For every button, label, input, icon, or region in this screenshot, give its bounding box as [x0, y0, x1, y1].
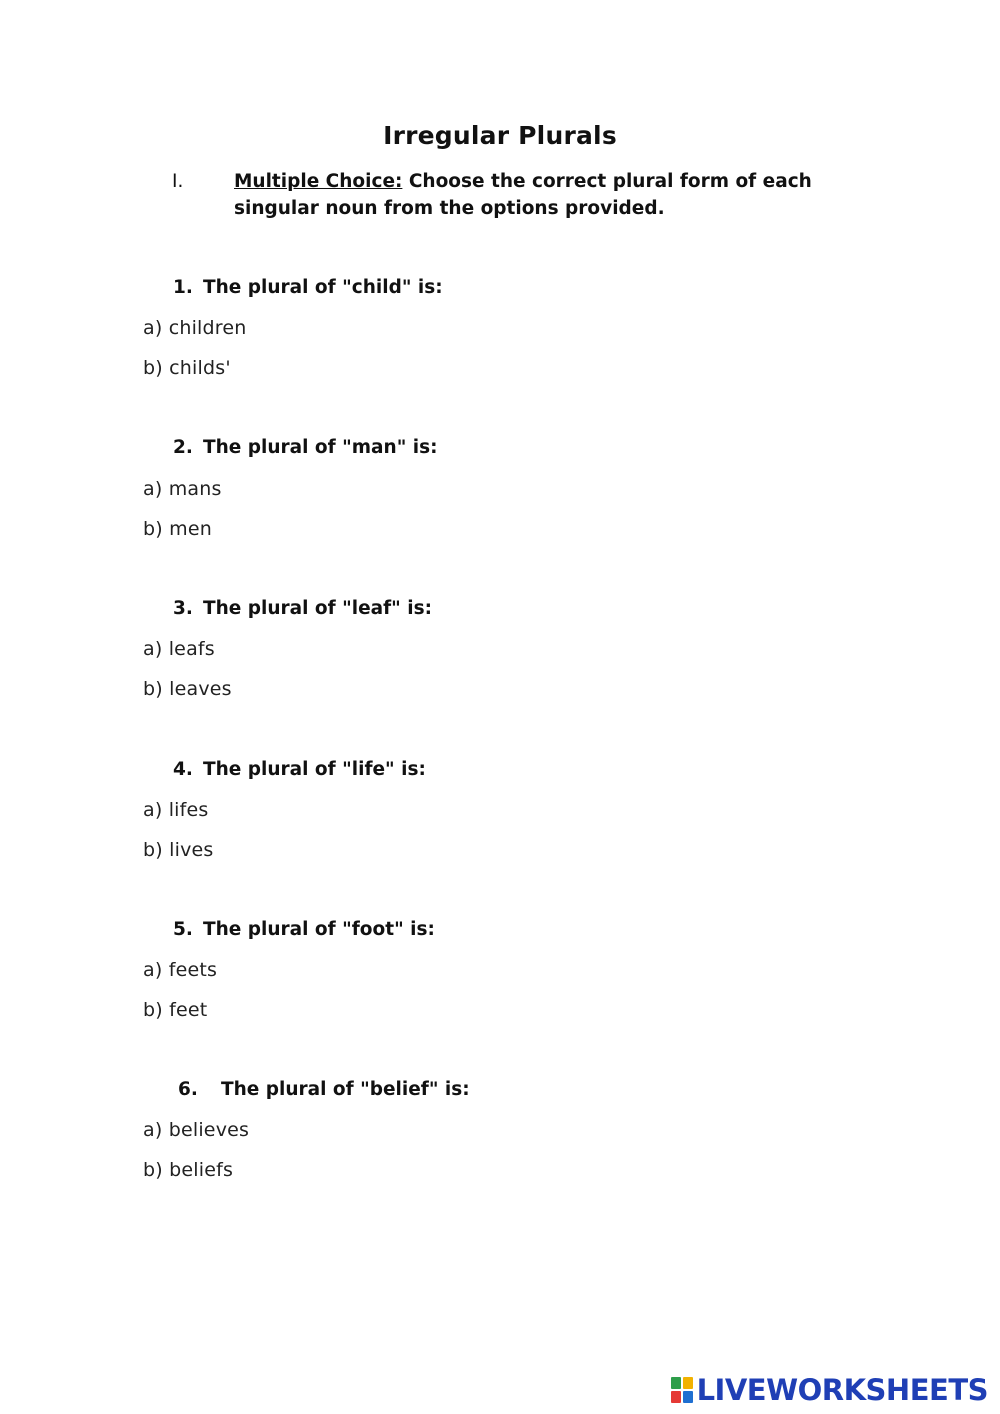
liveworksheets-logo-icon	[671, 1377, 693, 1403]
question-2-option-a[interactable]: a) mans	[143, 478, 222, 500]
question-5-option-b[interactable]: b) feet	[143, 999, 208, 1021]
instruction-text	[234, 168, 814, 222]
question-3-option-b[interactable]: b) leaves	[143, 678, 232, 700]
question-number: 3.	[173, 598, 193, 619]
question-4	[173, 757, 426, 783]
question-prompt: The plural of "life" is:	[203, 759, 426, 780]
question-1	[173, 275, 443, 301]
question-4-option-a[interactable]: a) lifes	[143, 799, 209, 821]
question-2-option-b[interactable]: b) men	[143, 518, 212, 540]
question-6	[178, 1077, 470, 1103]
question-number: 2.	[173, 437, 193, 458]
question-prompt: The plural of "foot" is:	[203, 919, 435, 940]
question-1-option-b[interactable]: b) childs'	[143, 357, 231, 379]
question-prompt: The plural of "belief" is:	[221, 1079, 470, 1100]
question-number: 1.	[173, 277, 193, 298]
instruction-label: Multiple Choice:	[234, 171, 403, 192]
question-6-option-b[interactable]: b) beliefs	[143, 1159, 234, 1181]
question-5	[173, 917, 435, 943]
question-prompt: The plural of "man" is:	[203, 437, 438, 458]
question-number: 6.	[178, 1079, 198, 1100]
question-2	[173, 435, 438, 461]
section-numeral: I.	[172, 171, 184, 192]
instruction-body: Choose the correct plural form of each singular noun from the options provided.	[234, 171, 812, 219]
question-6-option-a[interactable]: a) believes	[143, 1119, 250, 1141]
question-prompt: The plural of "child" is:	[203, 277, 443, 298]
question-number: 4.	[173, 759, 193, 780]
page-title: Irregular Plurals	[383, 121, 617, 150]
question-5-option-a[interactable]: a) feets	[143, 959, 218, 981]
question-prompt: The plural of "leaf" is:	[203, 598, 433, 619]
question-4-option-b[interactable]: b) lives	[143, 839, 214, 861]
question-1-option-a[interactable]: a) children	[143, 317, 247, 339]
question-number: 5.	[173, 919, 193, 940]
question-3-option-a[interactable]: a) leafs	[143, 638, 215, 660]
brand-name: LIVEWORKSHEETS	[696, 1373, 988, 1407]
question-3	[173, 596, 432, 622]
brand-logo	[671, 1372, 988, 1408]
